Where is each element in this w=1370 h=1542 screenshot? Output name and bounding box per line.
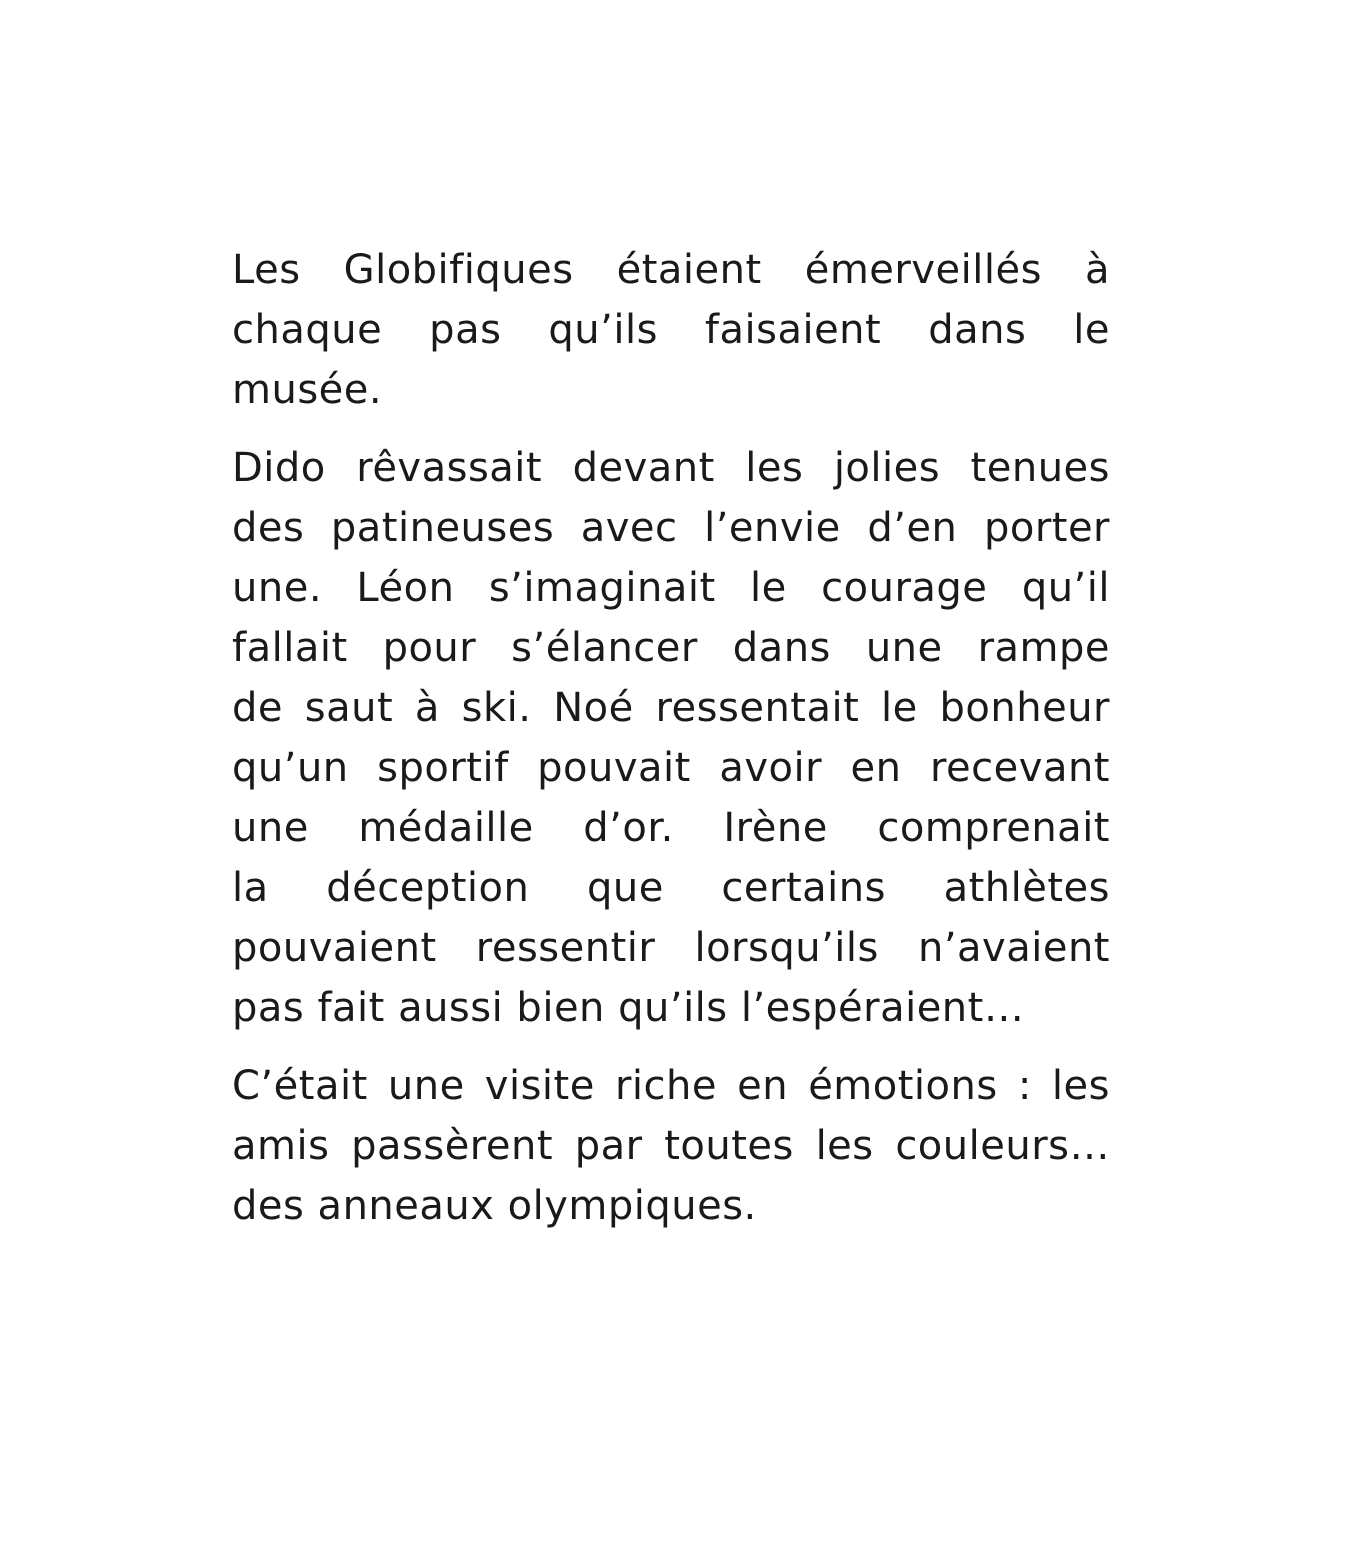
text-line: chaque pas qu’ils faisaient dans le: [232, 307, 1110, 353]
paragraph-2: [232, 438, 1110, 1038]
paragraph-3: [232, 1056, 1110, 1236]
text-line: qu’un sportif pouvait avoir en recevant: [232, 745, 1110, 791]
text-line: une. Léon s’imaginait le courage qu’il: [232, 565, 1110, 611]
text-line: Les Globifiques étaient émerveillés à: [232, 247, 1110, 293]
text-line: fallait pour s’élancer dans une rampe: [232, 625, 1110, 671]
text-line: des patineuses avec l’envie d’en porter: [232, 505, 1110, 551]
text-line: musée.: [232, 367, 383, 413]
text-line: la déception que certains athlètes: [232, 865, 1110, 911]
text-line: une médaille d’or. Irène comprenait: [232, 805, 1110, 851]
text-line: pas fait aussi bien qu’ils l’espéraient…: [232, 985, 1025, 1031]
text-line: des anneaux olympiques.: [232, 1183, 757, 1229]
paragraph-1: [232, 240, 1110, 420]
text-line: de saut à ski. Noé ressentait le bonheur: [232, 685, 1110, 731]
story-text: [232, 240, 1110, 1254]
text-line: amis passèrent par toutes les couleurs…: [232, 1123, 1110, 1169]
text-line: pouvaient ressentir lorsqu’ils n’avaient: [232, 925, 1110, 971]
text-line: Dido rêvassait devant les jolies tenues: [232, 445, 1110, 491]
text-line: C’était une visite riche en émotions : les: [232, 1063, 1110, 1109]
